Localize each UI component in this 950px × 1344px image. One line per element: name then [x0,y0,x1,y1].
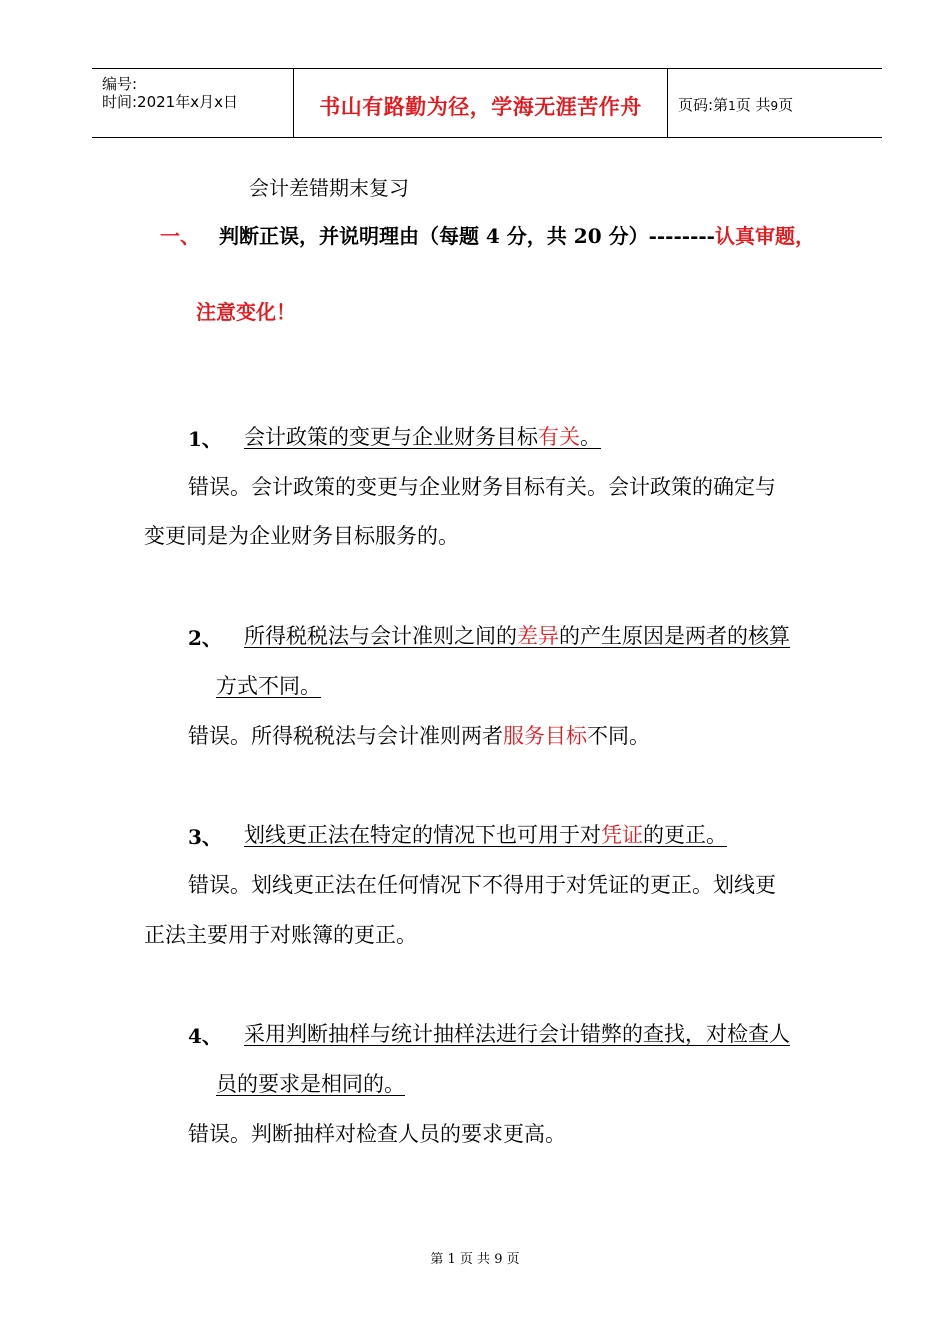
answer-text: 不同。 [587,724,650,748]
question-number: 2、 [188,626,222,650]
document-title: 会计差错期末复习 [249,176,409,200]
footer-suffix: 页 [506,1252,520,1267]
header-table [92,68,882,138]
section-emphasis-line1: 认真审题， [714,224,815,248]
footer-middle: 页 共 [459,1252,491,1267]
question-number: 3、 [188,825,222,849]
question-statement [244,421,601,451]
page-info-suffix: 页 [778,96,794,114]
footer-prefix: 第 [430,1252,444,1267]
section-emphasis-line2: 注意变化！ [196,300,296,324]
question-statement [244,819,727,849]
motto-text: 书山有路勤为径，学海无涯苦作舟 [319,94,642,119]
footer-total: 9 [494,1252,503,1267]
answer-line [188,720,650,750]
statement-text: 划线更正法在特定的情况下也可用于对 [244,823,601,847]
question-statement-line2: 员的要求是相同的。 [216,1072,405,1096]
question-statement [244,620,790,650]
page-info-prefix: 页码:第 [678,96,729,114]
footer-current: 1 [447,1252,456,1267]
page-current: 1 [728,99,736,113]
answer-line: 错误。会计政策的变更与企业财务目标有关。会计政策的确定与 [188,475,776,499]
time-label: 时间:2021年x月x日 [102,93,238,111]
answer-line: 错误。划线更正法在任何情况下不得用于对凭证的更正。划线更 [188,873,776,897]
statement-text: 。 [580,425,601,449]
header-page-cell [668,69,882,137]
statement-text: 所得税税法与会计准则之间的 [244,624,517,648]
statement-highlight: 差异 [517,624,559,648]
serial-label: 编号: [102,75,138,93]
header-page-info [678,94,793,115]
statement-highlight: 凭证 [601,823,643,847]
answer-text: 错误。所得税税法与会计准则两者 [188,724,503,748]
page-total: 9 [770,99,779,113]
statement-text: 会计政策的变更与企业财务目标 [244,425,538,449]
statement-text: 的更正。 [643,823,727,847]
answer-line: 错误。判断抽样对检查人员的要求更高。 [188,1122,566,1146]
section-heading [160,220,815,249]
question-number: 4、 [188,1024,222,1048]
statement-highlight: 有关 [538,425,580,449]
question-statement-line2: 方式不同。 [216,674,321,698]
page-info-middle: 页 共 [735,96,771,114]
section-number: 一、 [160,224,200,248]
page-footer [0,1248,950,1267]
section-text: 判断正误，并说明理由（每题 4 分，共 20 分）-------- [218,224,715,248]
answer-line: 变更同是为企业财务目标服务的。 [144,524,459,548]
answer-highlight: 服务目标 [503,724,587,748]
question-statement: 采用判断抽样与统计抽样法进行会计错弊的查找，对检查人 [244,1022,790,1046]
header-meta-cell [92,69,294,137]
question-number: 1、 [188,427,222,451]
statement-text: 的产生原因是两者的核算 [559,624,790,648]
header-motto-cell [294,69,668,137]
answer-line: 正法主要用于对账簿的更正。 [144,923,417,947]
